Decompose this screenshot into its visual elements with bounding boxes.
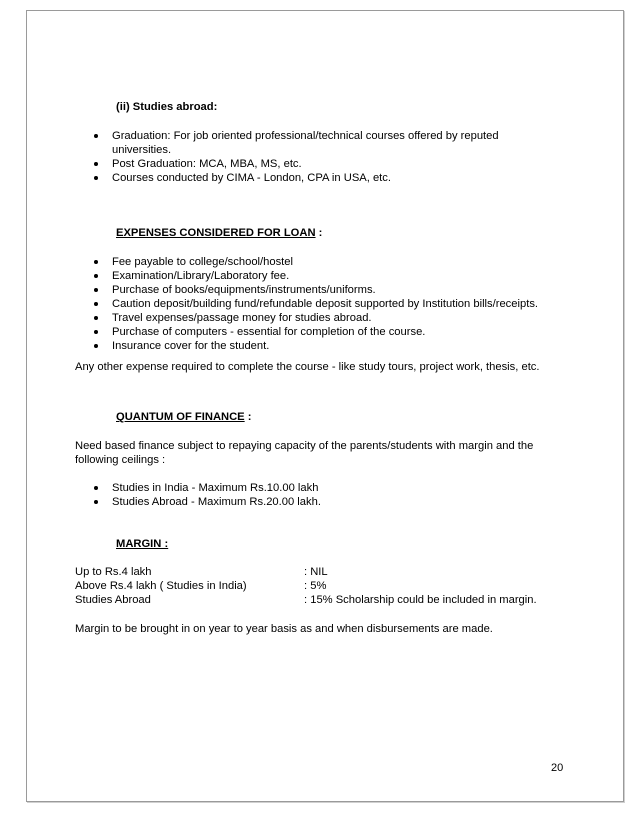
list-item: Caution deposit/building fund/refundable deposit supported by Institution bills/receipts. xyxy=(90,297,610,311)
quantum-intro-line-2: following ceilings : xyxy=(75,454,166,466)
list-item: Purchase of computers - essential for completion of the course. xyxy=(90,325,610,339)
list-item: Travel expenses/passage money for studies abroad. xyxy=(90,311,610,325)
list-item: Studies Abroad - Maximum Rs.20.00 lakh. xyxy=(90,495,530,509)
margin-row-label: Up to Rs.4 lakh xyxy=(75,566,152,578)
margin-note: Margin to be brought in on year to year basis as and when disbursements are made. xyxy=(75,623,493,635)
expenses-heading xyxy=(116,226,322,240)
margin-row xyxy=(75,565,575,579)
margin-row-value: : NIL xyxy=(304,566,328,578)
list-item: Insurance cover for the student. xyxy=(90,339,610,353)
list-item: Graduation: For job oriented professional/technical courses offered by reputed universities. xyxy=(90,129,530,157)
margin-row-value: : 15% Scholarship could be included in margin. xyxy=(304,594,537,606)
quantum-intro-line-1: Need based finance subject to repaying capacity of the parents/students with margin and the xyxy=(75,440,534,452)
quantum-heading-suffix: : xyxy=(244,411,252,423)
expenses-list xyxy=(90,255,610,353)
page-number: 20 xyxy=(551,762,564,774)
quantum-heading xyxy=(116,410,252,424)
list-item: Studies in India - Maximum Rs.10.00 lakh xyxy=(90,481,530,495)
margin-row-value: : 5% xyxy=(304,580,327,592)
quantum-heading-text: QUANTUM OF FINANCE xyxy=(116,411,245,423)
expenses-heading-text: EXPENSES CONSIDERED FOR LOAN xyxy=(116,227,316,239)
studies-abroad-heading: (ii) Studies abroad: xyxy=(116,101,218,113)
list-item: Fee payable to college/school/hostel xyxy=(90,255,610,269)
quantum-list xyxy=(90,481,530,509)
list-item: Courses conducted by CIMA - London, CPA in USA, etc. xyxy=(90,171,530,185)
expenses-footer: Any other expense required to complete the course - like study tours, project work, thesis, etc. xyxy=(75,361,540,373)
list-item: Purchase of books/equipments/instruments/uniforms. xyxy=(90,283,610,297)
margin-row-label: Studies Abroad xyxy=(75,594,151,606)
margin-row-label: Above Rs.4 lakh ( Studies in India) xyxy=(75,580,247,592)
studies-abroad-list xyxy=(90,129,530,185)
list-item: Post Graduation: MCA, MBA, MS, etc. xyxy=(90,157,530,171)
expenses-heading-suffix: : xyxy=(315,227,323,239)
margin-heading: MARGIN : xyxy=(116,538,169,550)
margin-row xyxy=(75,593,575,607)
margin-row xyxy=(75,579,575,593)
list-item: Examination/Library/Laboratory fee. xyxy=(90,269,610,283)
